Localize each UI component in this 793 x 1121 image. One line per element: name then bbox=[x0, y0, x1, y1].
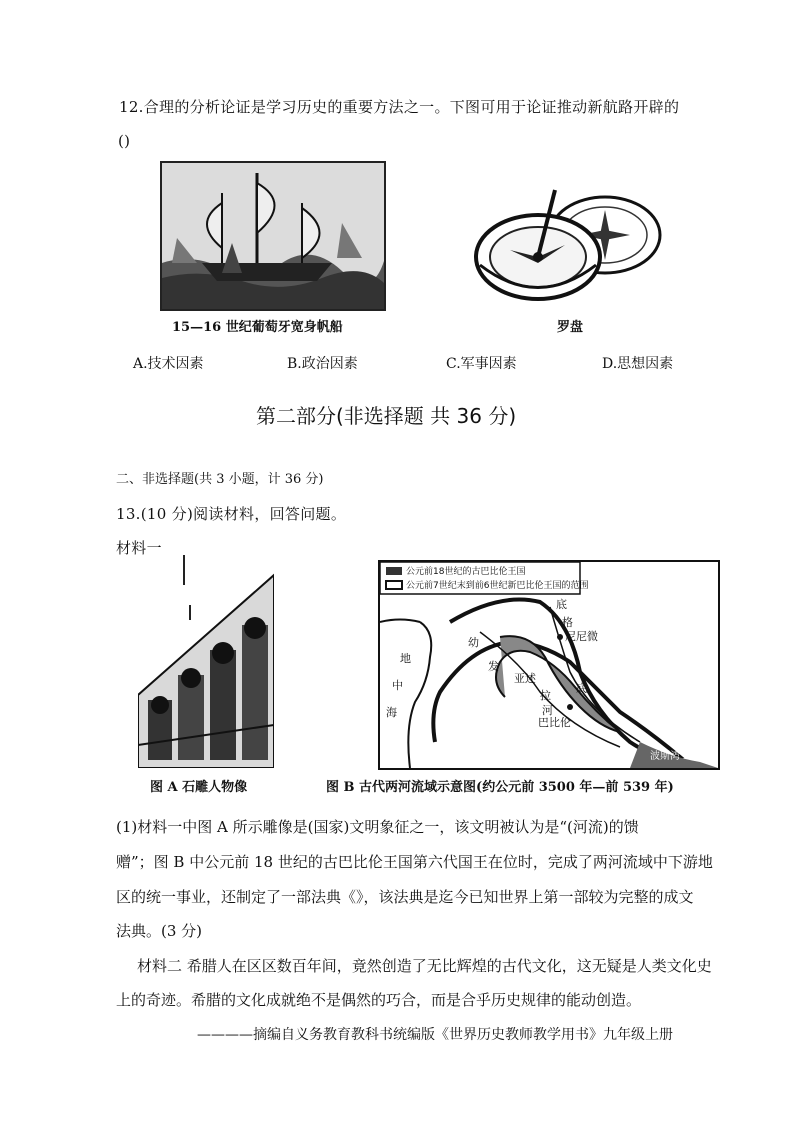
answer-paren: () bbox=[118, 132, 131, 150]
compass-caption: 罗盘 bbox=[557, 320, 584, 335]
part2-title: 第二部分(非选择题 共 36 分) bbox=[256, 404, 517, 428]
option-d: D.思想因素 bbox=[602, 356, 674, 372]
sub1-line-2: 赠”；图 B 中公元前 18 世纪的古巴比伦王国第六代国王在位时，完成了两河流域中下游地 bbox=[116, 853, 713, 871]
compass-image bbox=[470, 185, 670, 305]
source-citation: ————摘编自义务教育教科书统编版《世界历史教师教学用书》九年级上册 bbox=[197, 1027, 673, 1043]
map-label-fa: 发 bbox=[488, 660, 499, 673]
mesopotamia-map bbox=[378, 560, 720, 770]
ship-caption: 15—16 世纪葡萄牙宽身帆船 bbox=[172, 320, 343, 335]
map-label-la: 拉 bbox=[540, 689, 551, 702]
material2-line-2: 上的奇迹。希腊的文化成就绝不是偶然的巧合，而是合乎历史规律的能动创造。 bbox=[116, 991, 642, 1009]
material1-label: 材料一 bbox=[116, 539, 162, 557]
map-label-zhong: 中 bbox=[392, 679, 403, 692]
sub1-line-4: 法典。(3 分) bbox=[116, 922, 203, 940]
option-b: B.政治因素 bbox=[287, 356, 358, 372]
material2-line-1: 材料二 希腊人在区区数百年间，竟然创造了无比辉煌的古代文化，这无疑是人类文化史 bbox=[137, 957, 712, 975]
section-heading: 二、非选择题(共 3 小题，计 36 分) bbox=[116, 472, 324, 487]
map-label-di: 地 bbox=[400, 652, 411, 665]
map-label-you: 幼 bbox=[468, 636, 479, 649]
ship-image bbox=[160, 161, 386, 311]
sub1-line-3: 区的统一事业，还制定了一部法典《》，该法典是迄今已知世界上第一部较为完整的成文 bbox=[116, 888, 694, 906]
figA-caption: 图 A 石雕人物像 bbox=[150, 780, 248, 795]
map-label-babylon: 巴比伦 bbox=[538, 716, 571, 729]
question-13-stem: 13.(10 分)阅读材料，回答问题。 bbox=[116, 505, 347, 523]
map-label-he: 河 bbox=[542, 704, 553, 717]
map-label-persian-gulf: 波斯湾 bbox=[650, 751, 680, 762]
map-legend-1: 公元前18世纪的古巴比伦王国 bbox=[406, 567, 526, 577]
map-label-hai: 海 bbox=[386, 706, 397, 719]
sub1-line-1: (1)材料一中图 A 所示雕像是(国家)文明象征之一，该文明被认为是“(河流)的馈 bbox=[116, 818, 639, 836]
figB-caption: 图 B 古代两河流域示意图(约公元前 3500 年—前 539 年) bbox=[326, 780, 674, 795]
map-legend-2: 公元前7世纪末到前6世纪新巴比伦王国的范围 bbox=[406, 581, 589, 591]
stone-statue-image bbox=[138, 555, 274, 768]
map-label-di2: 底 bbox=[556, 598, 567, 611]
question-12-stem: 12.合理的分析论证是学习历史的重要方法之一。下图可用于论证推动新航路开辟的 bbox=[119, 98, 680, 116]
map-label-di3: 底 bbox=[576, 682, 587, 695]
map-label-nineveh: 尼尼微 bbox=[565, 630, 598, 643]
option-a: A.技术因素 bbox=[133, 356, 204, 372]
map-label-ge: 格 bbox=[562, 616, 573, 629]
map-label-assyria: 亚述 bbox=[514, 672, 536, 685]
option-c: C.军事因素 bbox=[446, 356, 517, 372]
